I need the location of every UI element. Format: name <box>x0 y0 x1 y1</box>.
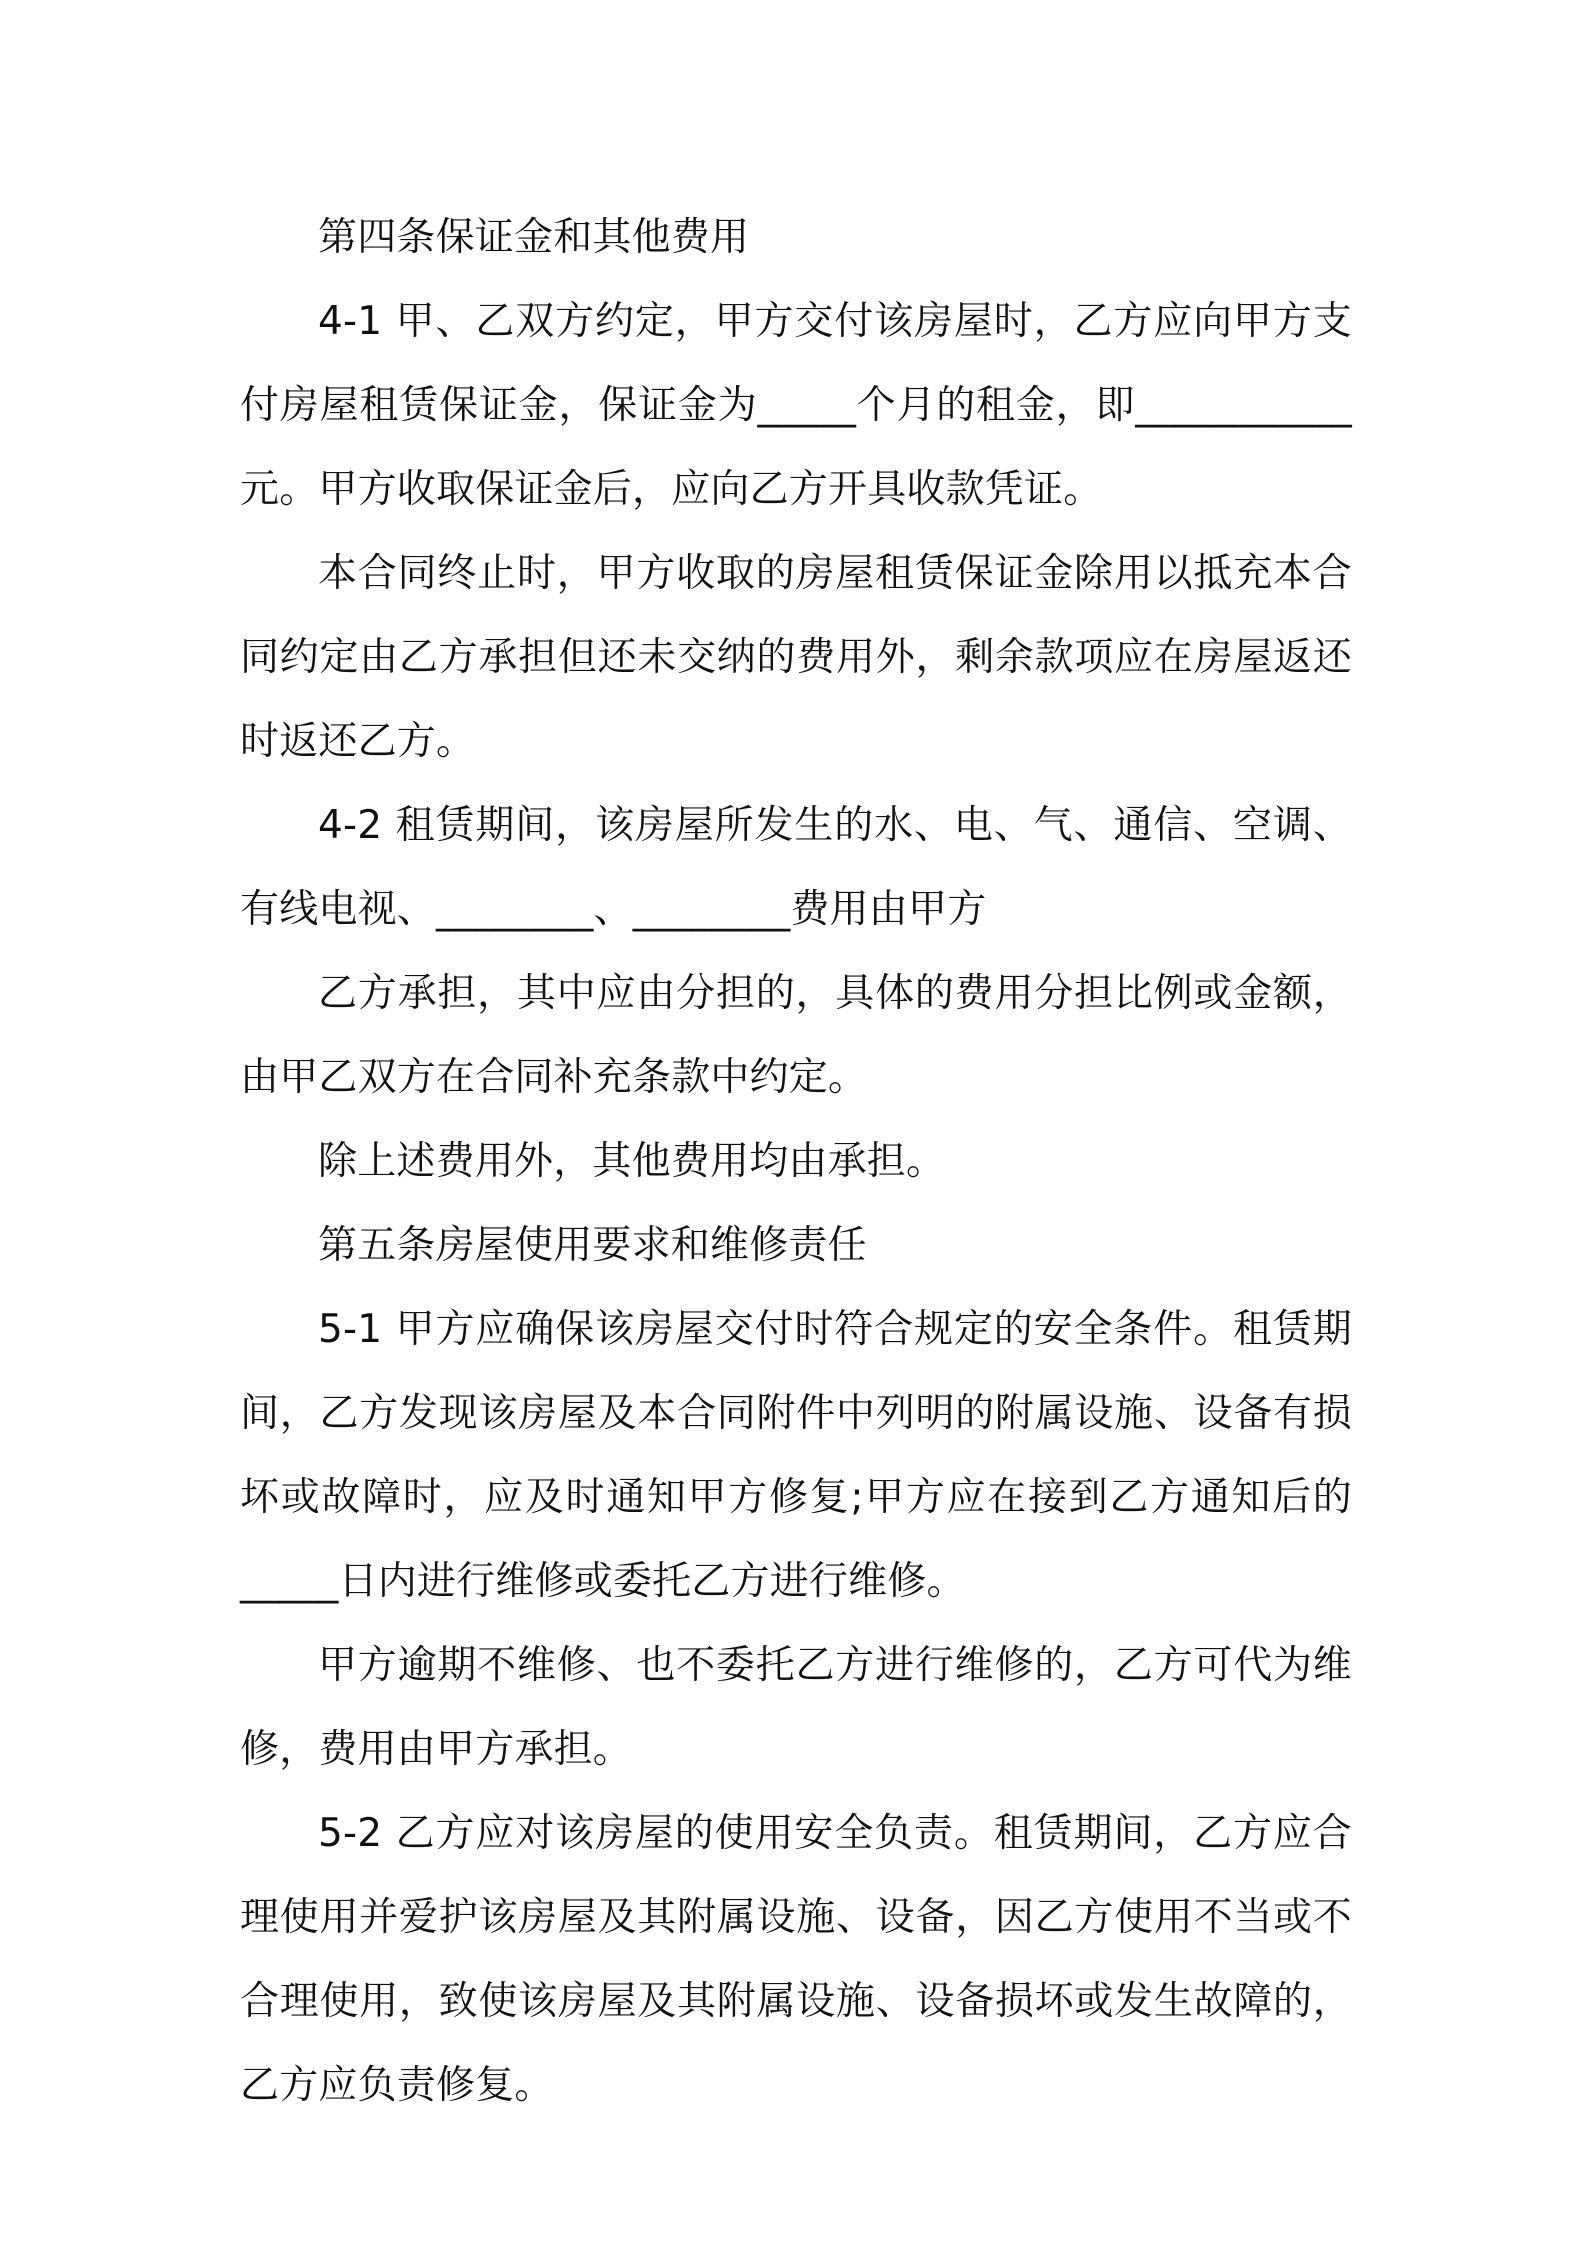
cost-sharing-paragraph: 乙方承担，其中应由分担的，具体的费用分担比例或金额，由甲乙双方在合同补充条款中约定。 <box>240 971 1352 1100</box>
document-page <box>240 196 1352 2128</box>
clause-5-2-paragraph: 5-2 乙方应对该房屋的使用安全负责。租赁期间，乙方应合理使用并爱护该房屋及其附属设施、设备，因乙方使用不当或不合理使用，致使该房屋及其附属设施、设备损坏或发生故障的，乙方应负责修复。 <box>240 1811 1352 2108</box>
clause-5-1-paragraph: 5-1 甲方应确保该房屋交付时符合规定的安全条件。租赁期间，乙方发现该房屋及本合同附件中列明的附属设施、设备有损坏或故障时，应及时通知甲方修复;甲方应在接到乙方通知后的_____日内进行维修或委托乙方进行维修。 <box>240 1307 1352 1604</box>
overdue-repair-paragraph: 甲方逾期不维修、也不委托乙方进行维修的，乙方可代为维修，费用由甲方承担。 <box>240 1643 1352 1772</box>
deposit-refund-paragraph: 本合同终止时，甲方收取的房屋租赁保证金除用以抵充本合同约定由乙方承担但还未交纳的费用外，剩余款项应在房屋返还时返还乙方。 <box>240 551 1352 764</box>
clause-4-2-paragraph: 4-2 租赁期间，该房屋所发生的水、电、气、通信、空调、有线电视、________、________费用由甲方 <box>240 803 1352 932</box>
article-4-heading: 第四条保证金和其他费用 <box>318 215 750 260</box>
clause-4-1-paragraph: 4-1 甲、乙双方约定，甲方交付该房屋时，乙方应向甲方支付房屋租赁保证金，保证金为_____个月的租金，即___________元。甲方收取保证金后，应向乙方开具收款凭证。 <box>240 299 1352 512</box>
article-5-heading: 第五条房屋使用要求和维修责任 <box>318 1223 867 1268</box>
other-costs-paragraph: 除上述费用外，其他费用均由承担。 <box>318 1139 946 1184</box>
